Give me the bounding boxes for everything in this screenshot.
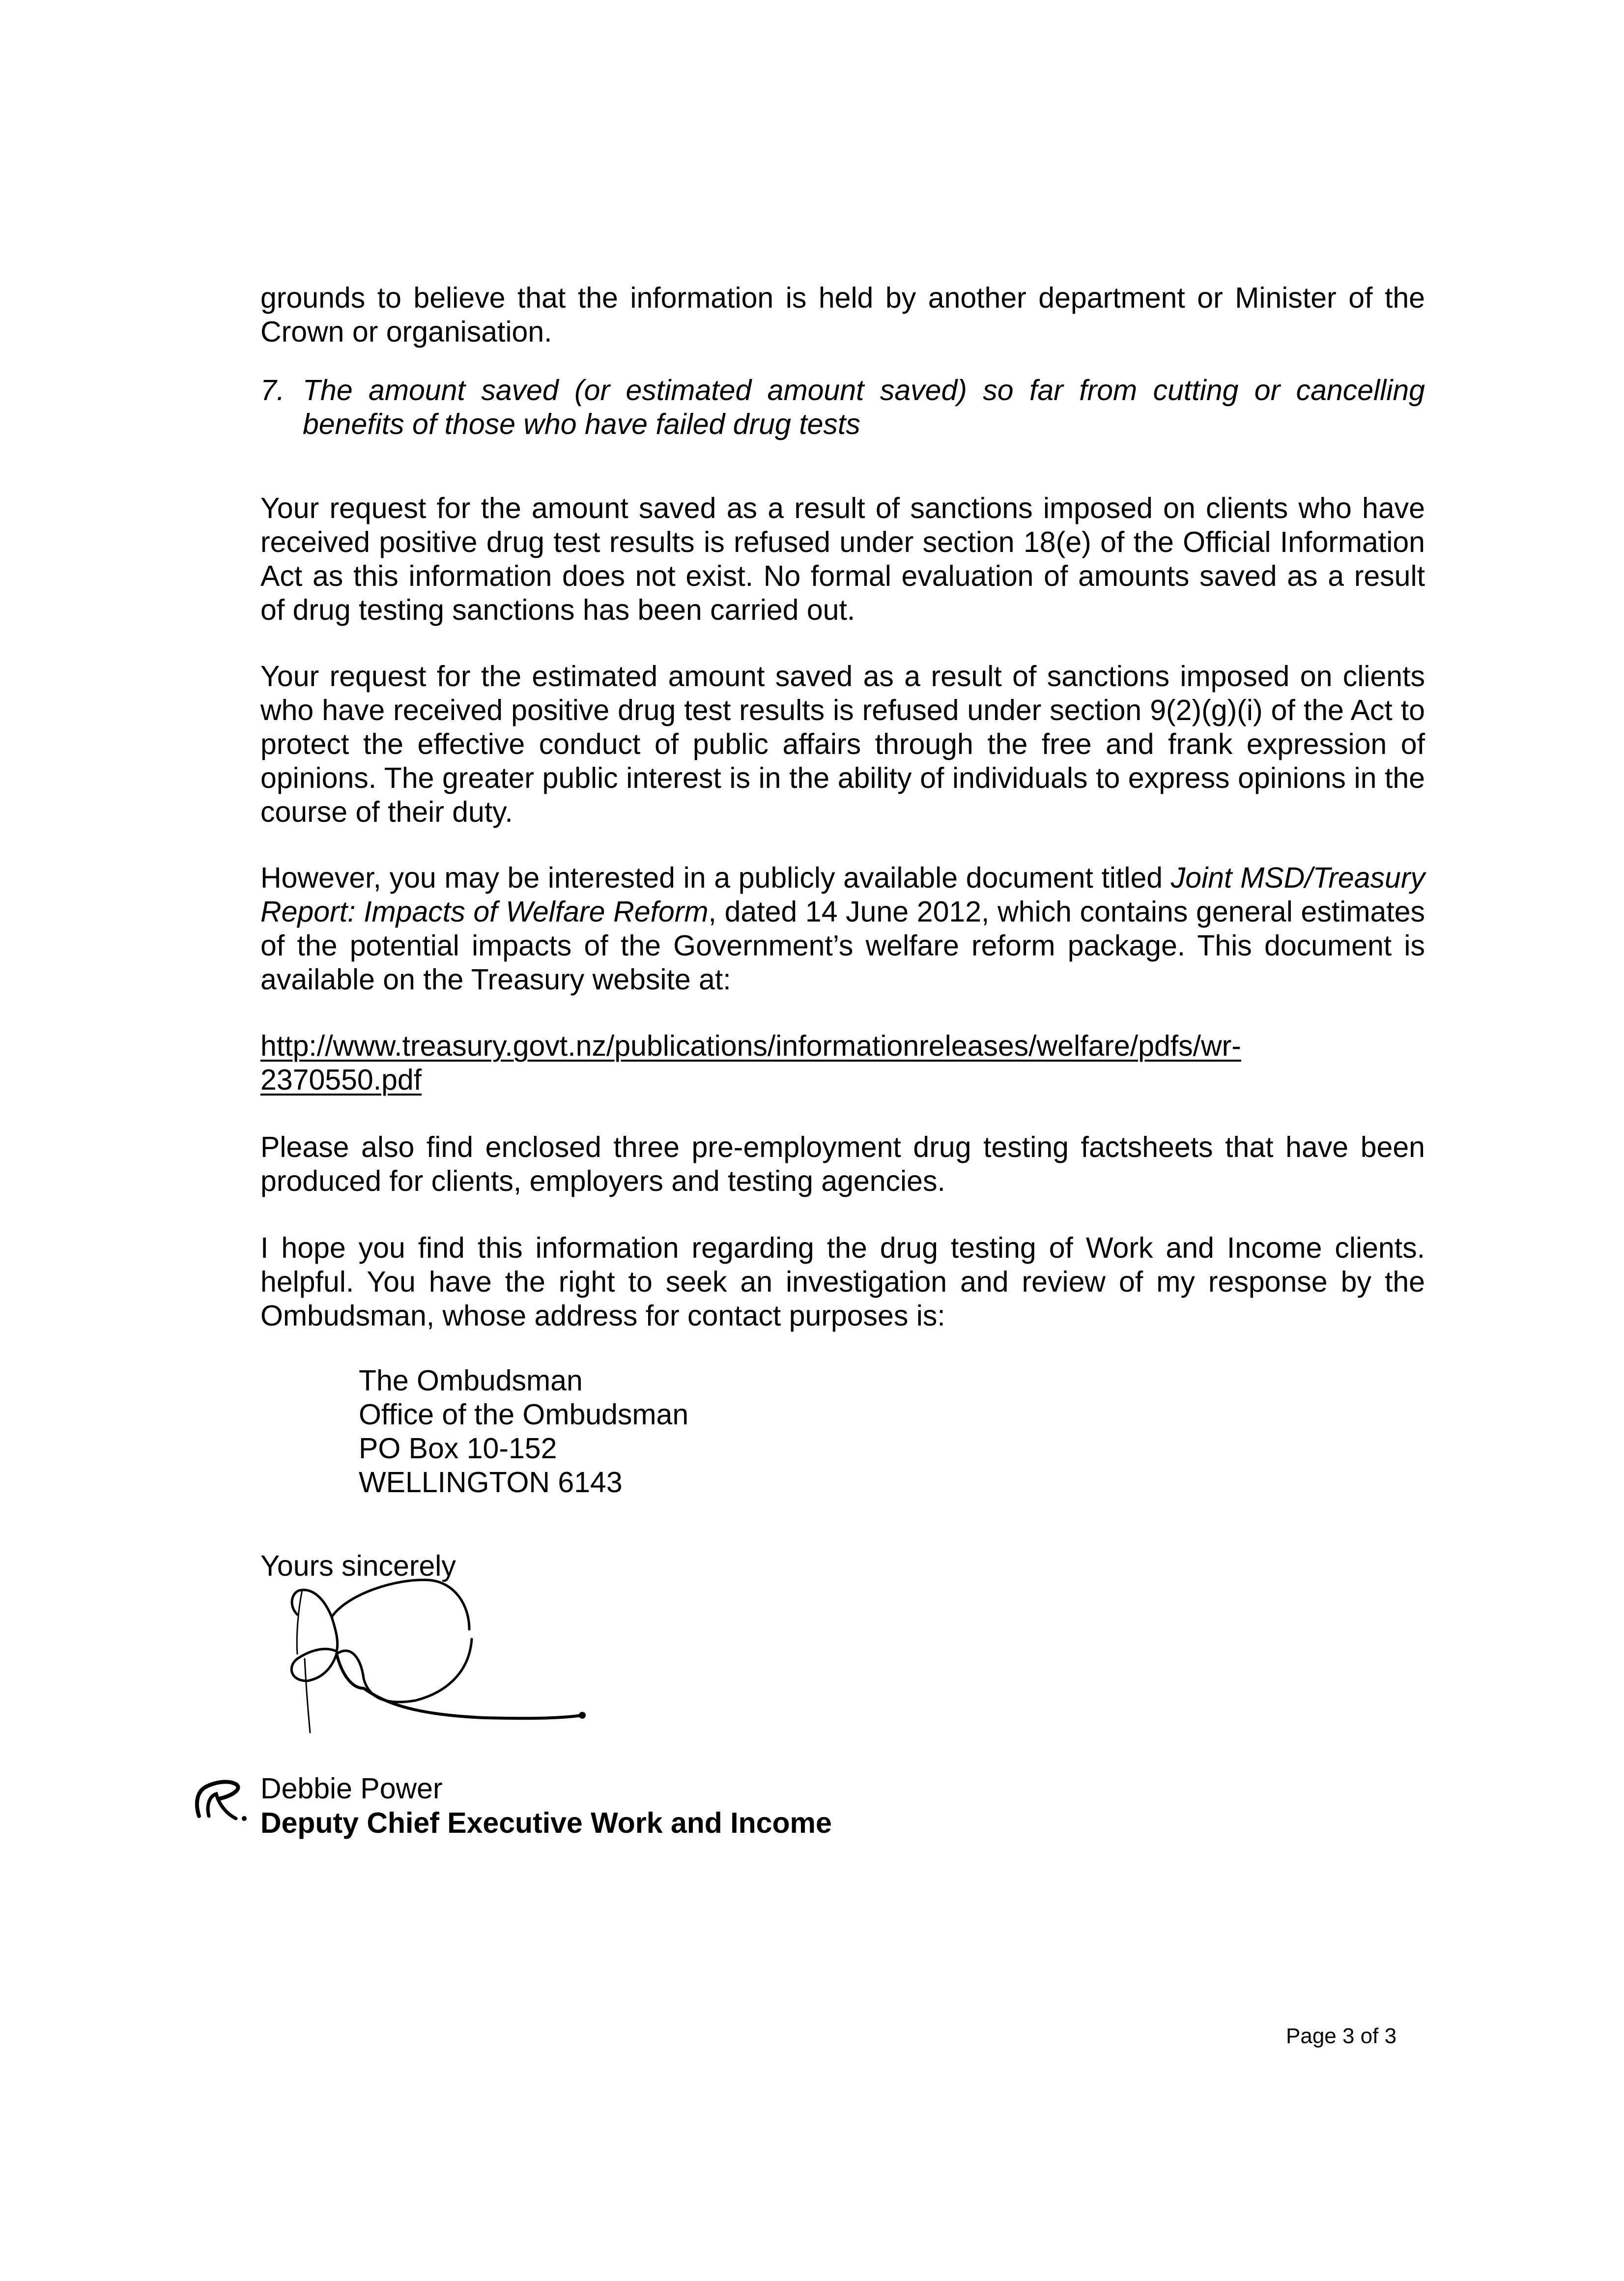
text-after-title: , dated 14 June 2012, which contains general estimates of the potential impacts of the Government’s welfare reform package. This document is available on the Treasury website at: <box>260 895 1425 996</box>
text-before-title: However, you may be interested in a publicly available document titled <box>260 862 1171 894</box>
signature-icon <box>268 1575 700 1752</box>
paragraph-text: Your request for the estimated amount saved as a result of sanctions imposed on clients who have received positive drug test results is refused under section 9(2)(g)(i) of the Act to protect the effective conduct of public affairs through the free and frank expression of opinions. The greater public interest is in the ability of individuals to express opinions in the course of their duty. <box>260 660 1425 828</box>
closing-paragraph <box>260 1231 1425 1333</box>
pp-initials-icon <box>189 1769 253 1823</box>
factsheets-paragraph <box>260 1130 1425 1198</box>
link-line-1[interactable]: http://www.treasury.govt.nz/publications/informationreleases/welfare/pdfs/wr- <box>260 1030 1241 1062</box>
link-line-2[interactable]: 2370550.pdf <box>260 1064 422 1096</box>
paragraph-text: grounds to believe that the information is held by another department or Minister of the Crown or organisation. <box>260 282 1425 348</box>
paragraph-text: Your request for the amount saved as a result of sanctions imposed on clients who have received positive drug test results is refused under section 18(e) of the Official Information Act as this information does not exist. No formal evaluation of amounts saved as a result of drug testing sanctions has been carried out. <box>260 492 1425 626</box>
address-line-3: PO Box 10-152 <box>359 1432 557 1465</box>
address-line-1: The Ombudsman <box>359 1364 583 1397</box>
paragraph-text: Please also find enclosed three pre-employment drug testing factsheets that have been produced for clients, employers and testing agencies. <box>260 1131 1425 1197</box>
address-line-4: WELLINGTON 6143 <box>359 1466 623 1499</box>
paragraph-text: I hope you find this information regarding the drug testing of Work and Income clients. helpful. You have the right to seek an investigation and review of my response by the Ombudsman, whose address for contact purposes is: <box>260 1232 1425 1332</box>
treasury-link[interactable] <box>260 1029 1425 1097</box>
question-text: The amount saved (or estimated amount saved) so far from cutting or cancelling benefits of those who have failed drug tests <box>303 374 1425 440</box>
refusal-paragraph-18e <box>260 491 1425 627</box>
paragraph-text <box>260 861 1425 997</box>
sign-off-text: Yours sincerely <box>260 1550 456 1582</box>
list-number: 7. <box>260 374 285 406</box>
report-title: Joint MSD/Treasury Report: Impacts of Welfare Reform <box>260 862 1425 928</box>
signatory-title: Deputy Chief Executive Work and Income <box>260 1807 832 1839</box>
continuation-paragraph <box>260 281 1425 349</box>
ombudsman-address <box>359 1364 688 1500</box>
however-paragraph <box>260 861 1425 997</box>
refusal-paragraph-9-2-g-i <box>260 660 1425 829</box>
signatory-name: Debbie Power <box>260 1772 443 1805</box>
page-number: Page 3 of 3 <box>1286 2024 1397 2048</box>
address-line-2: Office of the Ombudsman <box>359 1398 689 1431</box>
question-7 <box>260 374 1425 441</box>
